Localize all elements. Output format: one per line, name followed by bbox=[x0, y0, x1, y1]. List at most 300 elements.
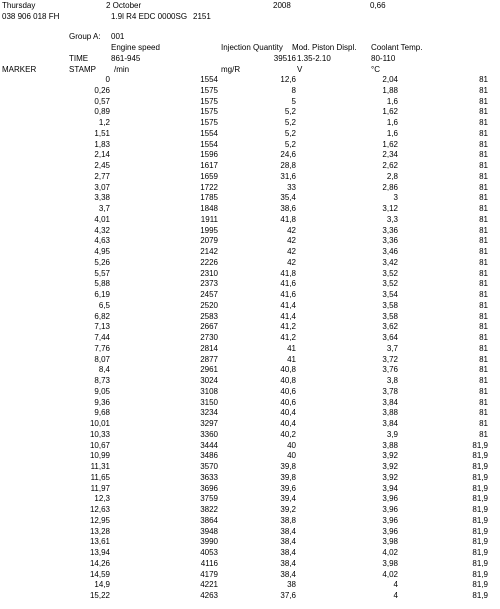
table-row bbox=[0, 290, 500, 301]
table-row bbox=[0, 269, 500, 280]
injection-quantity-cell: 41,8 bbox=[280, 268, 296, 278]
time-stamp-cell: 6,82 bbox=[94, 311, 110, 321]
table-row bbox=[0, 559, 500, 570]
engine-speed-cell: 3948 bbox=[200, 526, 218, 536]
col2-title: Injection Quantity bbox=[221, 43, 283, 52]
coolant-temp-cell: 81,9 bbox=[472, 591, 488, 600]
piston-displacement-cell: 3,96 bbox=[382, 494, 398, 504]
piston-displacement-cell: 4,02 bbox=[382, 569, 398, 579]
engine-speed-cell: 4221 bbox=[200, 580, 218, 590]
time-stamp-cell: 1,2 bbox=[98, 118, 110, 127]
piston-displacement-cell: 1,62 bbox=[382, 107, 398, 117]
table-row bbox=[0, 408, 500, 419]
engine-speed-cell: 3108 bbox=[200, 386, 218, 396]
table-row bbox=[0, 355, 500, 366]
time-stamp-cell: 4,01 bbox=[94, 214, 110, 224]
table-row bbox=[0, 462, 500, 473]
injection-quantity-cell: 40,6 bbox=[280, 386, 296, 396]
engine-speed-cell: 2667 bbox=[200, 322, 218, 332]
table-row bbox=[0, 183, 500, 194]
engine-speed-cell: 3360 bbox=[200, 429, 218, 439]
engine-speed-cell: 1911 bbox=[200, 214, 218, 224]
piston-displacement-cell: 3,9 bbox=[386, 429, 398, 439]
piston-displacement-cell: 3,72 bbox=[382, 354, 398, 364]
table-row bbox=[0, 258, 500, 269]
time-stamp-cell: 8,73 bbox=[94, 376, 110, 385]
coolant-temp-cell: 81,9 bbox=[472, 472, 488, 482]
table-row bbox=[0, 398, 500, 409]
table-row bbox=[0, 387, 500, 398]
injection-quantity-cell: 5,2 bbox=[284, 118, 296, 127]
coolant-temp-cell: 81,9 bbox=[472, 440, 488, 450]
time-stamp-cell: 2,14 bbox=[94, 150, 110, 160]
table-row bbox=[0, 97, 500, 108]
piston-displacement-cell: 3,42 bbox=[382, 257, 398, 267]
time-stamp-cell: 10,01 bbox=[89, 419, 110, 428]
coolant-temp-cell: 81 bbox=[479, 182, 488, 192]
engine-speed-cell: 1617 bbox=[200, 161, 218, 170]
injection-quantity-cell: 28,8 bbox=[280, 161, 296, 170]
table-row bbox=[0, 322, 500, 333]
engine-speed-cell: 2310 bbox=[200, 268, 218, 278]
injection-quantity-cell: 35,4 bbox=[280, 193, 296, 203]
injection-quantity-cell: 38,4 bbox=[280, 569, 296, 579]
time-stamp-cell: 1,83 bbox=[94, 139, 110, 149]
piston-displacement-cell: 1,6 bbox=[386, 96, 398, 106]
time-stamp-cell: 3,7 bbox=[98, 204, 110, 213]
table-row bbox=[0, 140, 500, 151]
piston-displacement-cell: 3,78 bbox=[382, 386, 398, 396]
piston-displacement-cell: 3,94 bbox=[382, 483, 398, 493]
piston-displacement-cell: 3,7 bbox=[386, 343, 398, 353]
coolant-temp-cell: 81 bbox=[479, 96, 488, 106]
coolant-temp-cell: 81,9 bbox=[472, 451, 488, 461]
table-row bbox=[0, 419, 500, 430]
coolant-temp-cell: 81 bbox=[479, 408, 488, 418]
time-stamp-cell: 0,26 bbox=[94, 85, 110, 95]
injection-quantity-cell: 40 bbox=[287, 451, 296, 461]
coolant-temp-cell: 81 bbox=[479, 386, 488, 396]
engine-speed-cell: 1596 bbox=[200, 150, 218, 160]
table-row bbox=[0, 215, 500, 226]
piston-displacement-cell: 3,96 bbox=[382, 515, 398, 525]
piston-displacement-cell: 3,54 bbox=[382, 290, 398, 299]
table-row bbox=[0, 150, 500, 161]
engine-speed-cell: 2142 bbox=[200, 247, 218, 256]
engine-speed-cell: 2520 bbox=[200, 300, 218, 310]
coolant-temp-cell: 81 bbox=[479, 204, 488, 213]
piston-displacement-cell: 2,34 bbox=[382, 150, 398, 160]
table-row bbox=[0, 580, 500, 591]
piston-displacement-cell: 3,88 bbox=[382, 408, 398, 418]
injection-quantity-cell: 33 bbox=[287, 182, 296, 192]
engine-speed-cell: 3990 bbox=[200, 537, 218, 547]
injection-quantity-cell: 39,8 bbox=[280, 472, 296, 482]
table-row bbox=[0, 365, 500, 376]
injection-quantity-cell: 39,2 bbox=[280, 505, 296, 514]
coolant-temp-cell: 81 bbox=[479, 225, 488, 235]
injection-quantity-cell: 41,6 bbox=[280, 279, 296, 289]
table-row bbox=[0, 484, 500, 495]
col2-extra: 39516 bbox=[273, 54, 296, 63]
engine-speed-cell: 1575 bbox=[200, 107, 218, 117]
piston-displacement-cell: 4 bbox=[393, 591, 398, 600]
injection-quantity-cell: 41 bbox=[287, 343, 296, 353]
time-stamp-cell: 12,63 bbox=[89, 505, 110, 514]
injection-quantity-cell: 37,6 bbox=[280, 591, 296, 600]
table-row bbox=[0, 129, 500, 140]
injection-quantity-cell: 5 bbox=[291, 96, 296, 106]
table-row bbox=[0, 537, 500, 548]
piston-displacement-cell: 3,62 bbox=[382, 322, 398, 332]
col3-title: Mod. Piston Displ. bbox=[292, 43, 357, 52]
piston-displacement-cell: 3,64 bbox=[382, 333, 398, 342]
coolant-temp-cell: 81 bbox=[479, 107, 488, 117]
piston-displacement-cell: 1,88 bbox=[382, 85, 398, 95]
engine-speed-cell: 4053 bbox=[200, 548, 218, 557]
piston-displacement-cell: 3,3 bbox=[386, 214, 398, 224]
coolant-temp-cell: 81 bbox=[479, 311, 488, 321]
table-row bbox=[0, 247, 500, 258]
injection-quantity-cell: 42 bbox=[287, 236, 296, 246]
piston-displacement-cell: 3,52 bbox=[382, 279, 398, 289]
engine-speed-cell: 3024 bbox=[200, 376, 218, 385]
time-stamp-cell: 0,89 bbox=[94, 107, 110, 117]
engine-speed-cell: 2226 bbox=[200, 257, 218, 267]
injection-quantity-cell: 38,4 bbox=[280, 526, 296, 536]
engine-speed-cell: 1722 bbox=[200, 182, 218, 192]
coolant-temp-cell: 81 bbox=[479, 376, 488, 385]
piston-displacement-cell: 3,92 bbox=[382, 472, 398, 482]
piston-displacement-cell: 3 bbox=[393, 193, 398, 203]
piston-displacement-cell: 3,8 bbox=[386, 376, 398, 385]
injection-quantity-cell: 40 bbox=[287, 440, 296, 450]
time-stamp-cell: 13,61 bbox=[89, 537, 110, 547]
coolant-temp-cell: 81 bbox=[479, 268, 488, 278]
coolant-temp-cell: 81 bbox=[479, 365, 488, 375]
engine-speed-cell: 3150 bbox=[200, 397, 218, 407]
col4-title: Coolant Temp. bbox=[371, 43, 423, 52]
injection-quantity-cell: 39,4 bbox=[280, 494, 296, 504]
time-stamp-cell: 1,51 bbox=[94, 128, 110, 138]
time-stamp-cell: 2,45 bbox=[94, 161, 110, 170]
version-label: 0,66 bbox=[370, 1, 386, 10]
time-stamp-cell: 15,22 bbox=[89, 591, 110, 600]
injection-quantity-cell: 41,6 bbox=[280, 290, 296, 299]
injection-quantity-cell: 40,4 bbox=[280, 408, 296, 418]
coolant-temp-cell: 81 bbox=[479, 333, 488, 342]
engine-speed-cell: 2814 bbox=[200, 343, 218, 353]
table-row bbox=[0, 75, 500, 86]
injection-quantity-cell: 42 bbox=[287, 257, 296, 267]
piston-displacement-cell: 3,92 bbox=[382, 451, 398, 461]
table-row bbox=[0, 193, 500, 204]
engine-speed-cell: 1575 bbox=[200, 96, 218, 106]
coolant-temp-cell: 81,9 bbox=[472, 462, 488, 471]
piston-displacement-cell: 3,52 bbox=[382, 268, 398, 278]
time-stamp-cell: 7,76 bbox=[94, 343, 110, 353]
engine-speed-cell: 3759 bbox=[200, 494, 218, 504]
table-row bbox=[0, 548, 500, 559]
table-row bbox=[0, 430, 500, 441]
table-row bbox=[0, 301, 500, 312]
time-stamp-cell: 14,26 bbox=[89, 558, 110, 568]
time-stamp-cell: 14,59 bbox=[89, 569, 110, 579]
table-row bbox=[0, 279, 500, 290]
time-stamp-cell: 4,63 bbox=[94, 236, 110, 246]
injection-quantity-cell: 12,6 bbox=[280, 75, 296, 84]
injection-quantity-cell: 40,8 bbox=[280, 365, 296, 375]
injection-quantity-cell: 41,2 bbox=[280, 322, 296, 332]
piston-displacement-cell: 3,84 bbox=[382, 397, 398, 407]
piston-displacement-cell: 3,96 bbox=[382, 505, 398, 514]
injection-quantity-cell: 38,4 bbox=[280, 548, 296, 557]
engine-speed-cell: 1554 bbox=[200, 75, 218, 84]
time-stamp-cell: 13,94 bbox=[89, 548, 110, 557]
group-number: 001 bbox=[111, 32, 125, 41]
piston-displacement-cell: 3,36 bbox=[382, 236, 398, 246]
coolant-temp-cell: 81 bbox=[479, 419, 488, 428]
injection-quantity-cell: 41 bbox=[287, 354, 296, 364]
time-stamp-cell: 11,65 bbox=[90, 472, 110, 482]
table-row bbox=[0, 473, 500, 484]
piston-displacement-cell: 3,58 bbox=[382, 300, 398, 310]
time-stamp-cell: 13,28 bbox=[89, 526, 110, 536]
coolant-temp-cell: 81,9 bbox=[472, 505, 488, 514]
piston-displacement-cell: 3,96 bbox=[382, 526, 398, 536]
day-label: Thursday bbox=[2, 1, 36, 10]
injection-quantity-cell: 41,8 bbox=[280, 214, 296, 224]
engine-speed-cell: 1554 bbox=[200, 139, 218, 149]
piston-displacement-cell: 4 bbox=[393, 580, 398, 590]
table-row bbox=[0, 236, 500, 247]
piston-displacement-cell: 3,12 bbox=[382, 204, 398, 213]
coolant-temp-cell: 81 bbox=[479, 397, 488, 407]
engine-speed-cell: 3486 bbox=[200, 451, 218, 461]
col4-unit: °C bbox=[371, 65, 380, 74]
time-stamp-cell: 0 bbox=[105, 75, 110, 84]
injection-quantity-cell: 41,4 bbox=[280, 311, 296, 321]
injection-quantity-cell: 38,8 bbox=[280, 515, 296, 525]
table-row bbox=[0, 451, 500, 462]
part-number: 038 906 018 FH bbox=[2, 12, 60, 21]
injection-quantity-cell: 42 bbox=[287, 247, 296, 256]
coolant-temp-cell: 81,9 bbox=[472, 537, 488, 547]
table-row bbox=[0, 172, 500, 183]
coolant-temp-cell: 81 bbox=[479, 150, 488, 160]
col1-range: 861-945 bbox=[111, 54, 141, 63]
year-label: 2008 bbox=[273, 1, 291, 10]
coolant-temp-cell: 81,9 bbox=[472, 483, 488, 493]
group-label: Group A: bbox=[69, 32, 101, 41]
injection-quantity-cell: 5,2 bbox=[284, 128, 296, 138]
coolant-temp-cell: 81 bbox=[479, 429, 488, 439]
col3-range: 1.35-2.10 bbox=[297, 54, 331, 63]
time-stamp-cell: 8,07 bbox=[94, 354, 110, 364]
time-stamp-cell: 3,07 bbox=[94, 182, 110, 192]
coolant-temp-cell: 81 bbox=[479, 85, 488, 95]
engine-speed-cell: 3864 bbox=[200, 515, 218, 525]
coolant-temp-cell: 81,9 bbox=[472, 580, 488, 590]
injection-quantity-cell: 38 bbox=[287, 580, 296, 590]
table-row bbox=[0, 505, 500, 516]
engine-speed-cell: 2877 bbox=[200, 354, 218, 364]
coolant-temp-cell: 81 bbox=[479, 322, 488, 332]
time-stamp-cell: 3,38 bbox=[94, 193, 110, 203]
piston-displacement-cell: 3,46 bbox=[382, 247, 398, 256]
injection-quantity-cell: 31,6 bbox=[280, 171, 296, 181]
time-stamp-cell: 5,26 bbox=[94, 257, 110, 267]
injection-quantity-cell: 5,2 bbox=[284, 139, 296, 149]
time-stamp-cell: 8,4 bbox=[98, 365, 110, 375]
time-stamp-cell: 10,99 bbox=[89, 451, 110, 461]
engine-speed-cell: 3633 bbox=[200, 472, 218, 482]
piston-displacement-cell: 3,98 bbox=[382, 537, 398, 547]
time-stamp-cell: 4,95 bbox=[94, 247, 110, 256]
piston-displacement-cell: 4,02 bbox=[382, 548, 398, 557]
injection-quantity-cell: 5,2 bbox=[284, 107, 296, 117]
col4-range: 80-110 bbox=[371, 54, 396, 63]
injection-quantity-cell: 40,4 bbox=[280, 419, 296, 428]
table-row bbox=[0, 494, 500, 505]
engine-speed-cell: 3234 bbox=[200, 408, 218, 418]
coolant-temp-cell: 81 bbox=[479, 161, 488, 170]
time-label: TIME bbox=[69, 54, 89, 63]
coolant-temp-cell: 81 bbox=[479, 247, 488, 256]
date-label: 2 October bbox=[106, 1, 142, 10]
time-stamp-cell: 7,44 bbox=[94, 333, 110, 342]
injection-quantity-cell: 40,6 bbox=[280, 397, 296, 407]
engine-speed-cell: 3444 bbox=[200, 440, 218, 450]
injection-quantity-cell: 39,6 bbox=[280, 483, 296, 493]
time-stamp-cell: 10,67 bbox=[89, 440, 110, 450]
engine-speed-cell: 1554 bbox=[200, 128, 218, 138]
time-stamp-cell: 11,97 bbox=[90, 483, 110, 493]
coolant-temp-cell: 81 bbox=[479, 290, 488, 299]
time-stamp-cell: 4,32 bbox=[94, 225, 110, 235]
coolant-temp-cell: 81 bbox=[479, 171, 488, 181]
injection-quantity-cell: 8 bbox=[291, 85, 296, 95]
coolant-temp-cell: 81,9 bbox=[472, 548, 488, 557]
table-row bbox=[0, 516, 500, 527]
table-row bbox=[0, 312, 500, 323]
engine-speed-cell: 4263 bbox=[200, 591, 218, 600]
injection-quantity-cell: 39,8 bbox=[280, 462, 296, 471]
engine-speed-cell: 3570 bbox=[200, 462, 218, 471]
piston-displacement-cell: 3,88 bbox=[382, 440, 398, 450]
table-row bbox=[0, 161, 500, 172]
coolant-temp-cell: 81 bbox=[479, 118, 488, 127]
engine-description: 1.9l R4 EDC 0000SG bbox=[111, 12, 188, 21]
engine-speed-cell: 1848 bbox=[200, 204, 218, 213]
coolant-temp-cell: 81 bbox=[479, 236, 488, 246]
engine-speed-cell: 1575 bbox=[200, 118, 218, 127]
engine-speed-cell: 1785 bbox=[200, 193, 218, 203]
table-row bbox=[0, 226, 500, 237]
time-stamp-cell: 5,57 bbox=[94, 268, 110, 278]
time-stamp-cell: 9,05 bbox=[94, 386, 110, 396]
coolant-temp-cell: 81,9 bbox=[472, 558, 488, 568]
coolant-temp-cell: 81 bbox=[479, 214, 488, 224]
piston-displacement-cell: 3,84 bbox=[382, 419, 398, 428]
table-row bbox=[0, 204, 500, 215]
time-stamp-cell: 10,33 bbox=[89, 429, 110, 439]
injection-quantity-cell: 40,2 bbox=[280, 429, 296, 439]
coolant-temp-cell: 81,9 bbox=[472, 569, 488, 579]
time-stamp-cell: 7,13 bbox=[94, 322, 110, 332]
engine-speed-cell: 2457 bbox=[200, 290, 218, 299]
piston-displacement-cell: 2,86 bbox=[382, 182, 398, 192]
coolant-temp-cell: 81 bbox=[479, 279, 488, 289]
coolant-temp-cell: 81 bbox=[479, 354, 488, 364]
piston-displacement-cell: 3,98 bbox=[382, 558, 398, 568]
engine-speed-cell: 3822 bbox=[200, 505, 218, 514]
piston-displacement-cell: 2,62 bbox=[382, 161, 398, 170]
time-stamp-cell: 12,3 bbox=[94, 494, 110, 504]
coolant-temp-cell: 81,9 bbox=[472, 515, 488, 525]
time-stamp-cell: 12,95 bbox=[89, 515, 110, 525]
injection-quantity-cell: 38,4 bbox=[280, 537, 296, 547]
table-row bbox=[0, 570, 500, 581]
coolant-temp-cell: 81 bbox=[479, 75, 488, 84]
marker-label: MARKER bbox=[2, 65, 37, 74]
coolant-temp-cell: 81 bbox=[479, 193, 488, 203]
piston-displacement-cell: 2,04 bbox=[382, 75, 398, 84]
coolant-temp-cell: 81,9 bbox=[472, 494, 488, 504]
time-stamp-cell: 6,19 bbox=[94, 290, 110, 299]
injection-quantity-cell: 38,4 bbox=[280, 558, 296, 568]
injection-quantity-cell: 42 bbox=[287, 225, 296, 235]
time-stamp-cell: 14,9 bbox=[94, 580, 110, 590]
piston-displacement-cell: 3,36 bbox=[382, 225, 398, 235]
time-stamp-cell: 0,57 bbox=[94, 96, 110, 106]
table-row bbox=[0, 107, 500, 118]
engine-speed-cell: 4116 bbox=[200, 558, 218, 568]
stamp-label: STAMP bbox=[69, 65, 96, 74]
engine-speed-cell: 4179 bbox=[200, 569, 218, 579]
engine-speed-cell: 2373 bbox=[200, 279, 218, 289]
table-row bbox=[0, 344, 500, 355]
piston-displacement-cell: 1,62 bbox=[382, 139, 398, 149]
time-stamp-cell: 9,36 bbox=[94, 397, 110, 407]
piston-displacement-cell: 1,6 bbox=[386, 128, 398, 138]
time-stamp-cell: 11,31 bbox=[90, 462, 110, 471]
time-stamp-cell: 5,88 bbox=[94, 279, 110, 289]
engine-code: 2151 bbox=[193, 12, 211, 21]
piston-displacement-cell: 1,6 bbox=[386, 118, 398, 127]
injection-quantity-cell: 41,2 bbox=[280, 333, 296, 342]
injection-quantity-cell: 38,6 bbox=[280, 204, 296, 213]
coolant-temp-cell: 81 bbox=[479, 257, 488, 267]
piston-displacement-cell: 2,8 bbox=[386, 171, 398, 181]
coolant-temp-cell: 81 bbox=[479, 139, 488, 149]
engine-speed-cell: 1995 bbox=[200, 225, 218, 235]
coolant-temp-cell: 81 bbox=[479, 343, 488, 353]
piston-displacement-cell: 3,76 bbox=[382, 365, 398, 375]
col1-title: Engine speed bbox=[111, 43, 160, 52]
time-stamp-cell: 6,5 bbox=[98, 300, 110, 310]
table-row bbox=[0, 527, 500, 538]
engine-speed-cell: 2730 bbox=[200, 333, 218, 342]
col3-unit: V bbox=[297, 65, 303, 74]
injection-quantity-cell: 24,6 bbox=[280, 150, 296, 160]
col1-unit: /min bbox=[114, 65, 130, 74]
time-stamp-cell: 9,68 bbox=[94, 408, 110, 418]
coolant-temp-cell: 81 bbox=[479, 128, 488, 138]
table-row bbox=[0, 591, 500, 602]
injection-quantity-cell: 41,4 bbox=[280, 300, 296, 310]
engine-speed-cell: 1575 bbox=[200, 85, 218, 95]
